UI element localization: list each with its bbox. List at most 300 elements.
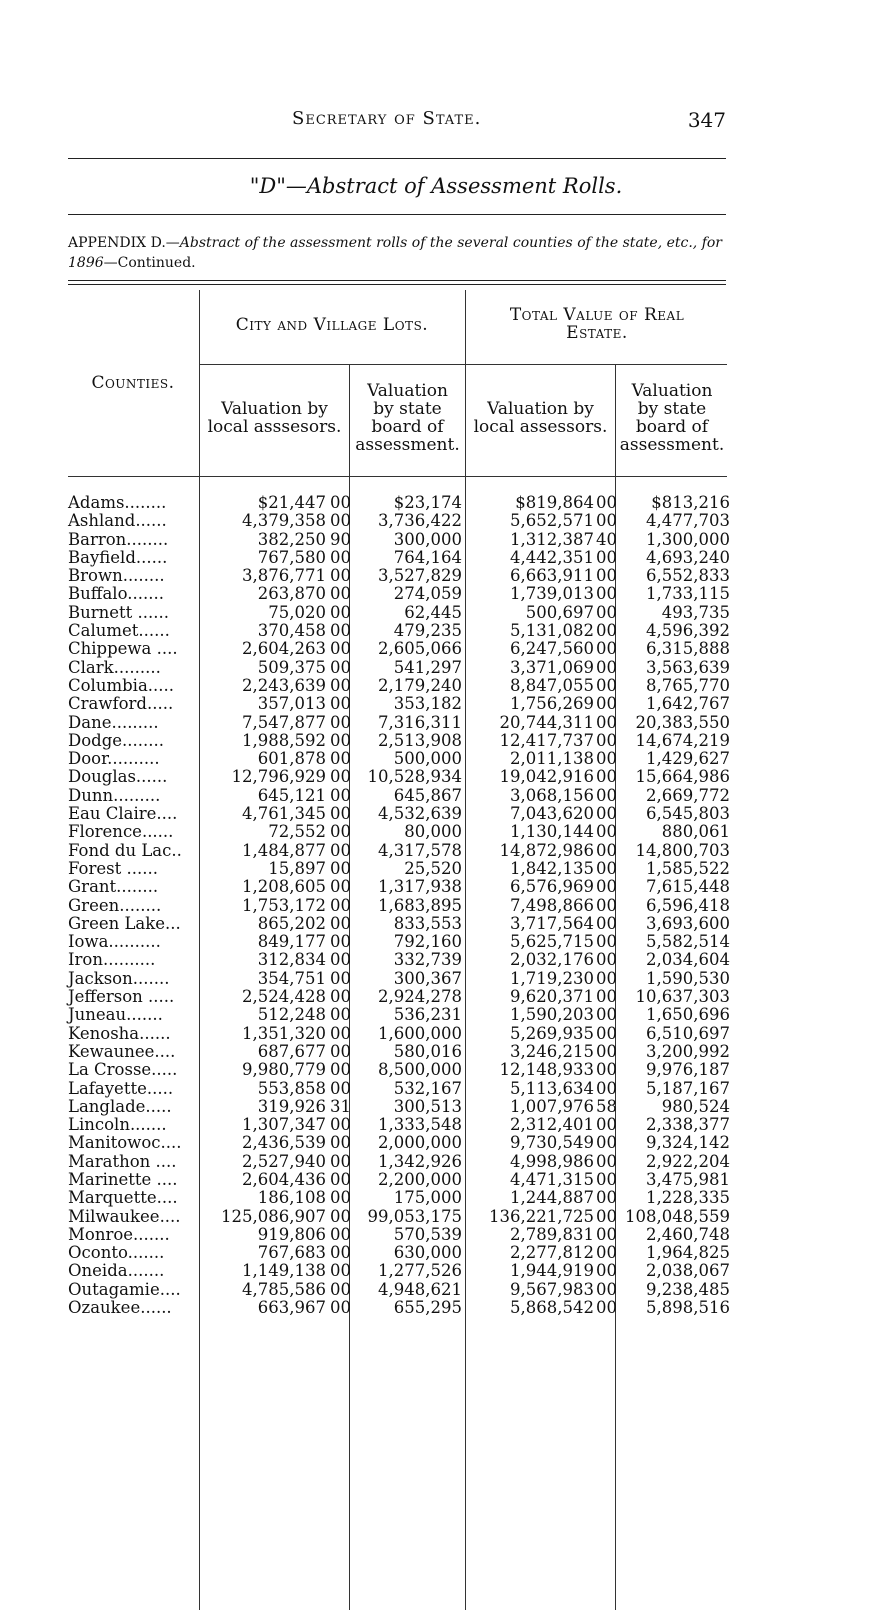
real-local-cell: 6,576,969 xyxy=(510,877,594,897)
lots-local-cents-cell: 00 xyxy=(330,1060,351,1080)
county-cell: Douglas...... xyxy=(68,767,168,787)
table-row xyxy=(0,494,872,512)
county-cell: Jackson....... xyxy=(68,968,170,988)
lots-local-cell: 2,436,539 xyxy=(242,1133,326,1153)
real-local-cents-cell: 00 xyxy=(596,1060,617,1080)
real-local-cell: 3,246,215 xyxy=(510,1041,594,1061)
lots-local-cell: 72,552 xyxy=(268,822,326,842)
real-state-cell: 980,524 xyxy=(661,1096,730,1116)
real-local-cents-cell: 00 xyxy=(596,932,617,952)
lots-local-cell: 645,121 xyxy=(257,785,326,805)
col-header-real-local: Valuation by local assessors. xyxy=(473,399,608,437)
lots-local-cell: 2,604,263 xyxy=(242,639,326,659)
real-state-cell: 4,596,392 xyxy=(646,621,730,641)
table-row xyxy=(0,915,872,933)
real-state-cell: 2,038,067 xyxy=(646,1261,730,1281)
real-state-cell: $813,216 xyxy=(651,493,730,512)
lots-local-cents-cell: 90 xyxy=(330,529,351,549)
real-state-cell: 5,898,516 xyxy=(646,1298,730,1318)
real-state-cell: 4,477,703 xyxy=(646,511,730,531)
lots-local-cell: 509,375 xyxy=(257,657,326,677)
county-cell: Barron........ xyxy=(68,529,169,549)
real-local-cents-cell: 00 xyxy=(596,1243,617,1263)
real-local-cents-cell: 00 xyxy=(596,840,617,860)
section-heading: "D"—Abstract of Assessment Rolls. xyxy=(249,174,623,198)
real-local-cents-cell: 00 xyxy=(596,858,617,878)
table-row xyxy=(0,1134,872,1152)
real-state-cell: 1,964,825 xyxy=(646,1243,730,1263)
lots-state-cell: 2,000,000 xyxy=(378,1133,462,1153)
real-state-cell: 2,922,204 xyxy=(646,1151,730,1171)
real-state-cell: 6,315,888 xyxy=(646,639,730,659)
real-state-cell: 1,429,627 xyxy=(646,749,730,769)
real-state-cell: 14,674,219 xyxy=(635,730,730,750)
lots-local-cell: $21,447 xyxy=(257,493,326,512)
lots-local-cell: 357,013 xyxy=(257,694,326,714)
lots-local-cents-cell: 00 xyxy=(330,1023,351,1043)
real-local-cents-cell: 00 xyxy=(596,1261,617,1281)
counties-header: Counties. xyxy=(91,373,175,393)
table-row xyxy=(0,860,872,878)
lots-state-cell: 300,000 xyxy=(393,529,462,549)
real-local-cents-cell: 00 xyxy=(596,785,617,805)
real-local-cell: 7,498,866 xyxy=(510,895,594,915)
lots-local-cents-cell: 00 xyxy=(330,749,351,769)
real-local-cents-cell: 00 xyxy=(596,1169,617,1189)
heading-rule xyxy=(68,214,726,215)
real-state-cell: 1,642,767 xyxy=(646,694,730,714)
county-cell: Marathon .... xyxy=(68,1151,177,1171)
table-top-rule-2 xyxy=(68,284,726,285)
county-cell: Fond du Lac.. xyxy=(68,840,182,860)
table-row xyxy=(0,714,872,732)
lots-state-cell: 1,342,926 xyxy=(378,1151,462,1171)
county-cell: Iron.......... xyxy=(68,950,156,970)
county-cell: Lincoln....... xyxy=(68,1115,167,1135)
real-local-cents-cell: 00 xyxy=(596,749,617,769)
real-state-cell: 1,228,335 xyxy=(646,1188,730,1208)
real-local-cents-cell: 00 xyxy=(596,1115,617,1135)
table-row xyxy=(0,823,872,841)
county-cell: Eau Claire.... xyxy=(68,804,178,824)
lots-state-cell: 4,532,639 xyxy=(378,804,462,824)
real-local-cell: 5,625,715 xyxy=(510,932,594,952)
lots-local-cents-cell: 00 xyxy=(330,493,351,512)
real-local-cell: 1,944,919 xyxy=(510,1261,594,1281)
real-local-cell: 5,131,082 xyxy=(510,621,594,641)
real-local-cents-cell: 58 xyxy=(596,1096,617,1116)
real-state-cell: 9,238,485 xyxy=(646,1279,730,1299)
lots-local-cents-cell: 00 xyxy=(330,804,351,824)
county-cell: Clark......... xyxy=(68,657,161,677)
lots-local-cell: 1,307,347 xyxy=(242,1115,326,1135)
county-cell: Bayfield...... xyxy=(68,547,168,567)
real-local-cents-cell: 40 xyxy=(596,529,617,549)
real-state-cell: 2,669,772 xyxy=(646,785,730,805)
county-cell: Outagamie.... xyxy=(68,1279,181,1299)
real-local-cell: 9,620,371 xyxy=(510,987,594,1007)
appendix-caption xyxy=(68,233,728,273)
lots-local-cell: 2,243,639 xyxy=(242,675,326,695)
real-local-cents-cell: 00 xyxy=(596,804,617,824)
county-cell: Door.......... xyxy=(68,749,160,769)
real-state-cell: 20,383,550 xyxy=(635,712,730,732)
table-row xyxy=(0,567,872,585)
table-body xyxy=(0,494,872,1317)
running-title: Secretary of State. xyxy=(292,108,482,129)
group2-header: Total Value of Real Estate. xyxy=(509,305,685,343)
real-local-cell: 1,756,269 xyxy=(510,694,594,714)
real-local-cell: 4,442,351 xyxy=(510,547,594,567)
lots-local-cents-cell: 00 xyxy=(330,1279,351,1299)
real-local-cell: 12,417,737 xyxy=(499,730,594,750)
lots-local-cell: 2,524,428 xyxy=(242,987,326,1007)
real-local-cents-cell: 00 xyxy=(596,493,617,512)
lots-local-cell: 4,379,358 xyxy=(242,511,326,531)
real-local-cents-cell: 00 xyxy=(596,895,617,915)
lots-local-cents-cell: 00 xyxy=(330,1005,351,1025)
real-local-cell: 2,312,401 xyxy=(510,1115,594,1135)
lots-state-cell: 80,000 xyxy=(404,822,462,842)
page-number: 347 xyxy=(687,108,726,132)
lots-state-cell: 8,500,000 xyxy=(378,1060,462,1080)
county-cell: Marinette .... xyxy=(68,1169,178,1189)
real-local-cents-cell: 00 xyxy=(596,1133,617,1153)
real-local-cents-cell: 00 xyxy=(596,1151,617,1171)
real-local-cell: 5,113,634 xyxy=(510,1078,594,1098)
real-state-cell: 1,650,696 xyxy=(646,1005,730,1025)
county-cell: Burnett ...... xyxy=(68,602,170,622)
table-row xyxy=(0,970,872,988)
real-local-cents-cell: 00 xyxy=(596,877,617,897)
lots-local-cents-cell: 00 xyxy=(330,987,351,1007)
county-cell: Calumet...... xyxy=(68,621,170,641)
county-cell: Green........ xyxy=(68,895,162,915)
table-row xyxy=(0,787,872,805)
lots-state-cell: 1,600,000 xyxy=(378,1023,462,1043)
lots-local-cents-cell: 00 xyxy=(330,1115,351,1135)
lots-local-cell: 2,527,940 xyxy=(242,1151,326,1171)
real-state-cell: 1,585,522 xyxy=(646,858,730,878)
real-state-cell: 4,693,240 xyxy=(646,547,730,567)
lots-state-cell: 1,683,895 xyxy=(378,895,462,915)
lots-local-cents-cell: 00 xyxy=(330,584,351,604)
lots-state-cell: 792,160 xyxy=(393,932,462,952)
lots-local-cents-cell: 00 xyxy=(330,1041,351,1061)
lots-state-cell: 645,867 xyxy=(393,785,462,805)
lots-local-cell: 4,785,586 xyxy=(242,1279,326,1299)
real-state-cell: 6,545,803 xyxy=(646,804,730,824)
real-local-cell: 3,371,069 xyxy=(510,657,594,677)
real-state-cell: 15,664,986 xyxy=(635,767,730,787)
lots-state-cell: 655,295 xyxy=(393,1298,462,1318)
lots-local-cents-cell: 00 xyxy=(330,932,351,952)
lots-local-cents-cell: 31 xyxy=(330,1096,351,1116)
lots-local-cell: 263,870 xyxy=(257,584,326,604)
table-row xyxy=(0,750,872,768)
county-cell: Lafayette..... xyxy=(68,1078,174,1098)
table-row xyxy=(0,1299,872,1317)
lots-state-cell: 99,053,175 xyxy=(367,1206,462,1226)
county-cell: Oneida....... xyxy=(68,1261,165,1281)
lots-local-cents-cell: 00 xyxy=(330,822,351,842)
lots-local-cents-cell: 00 xyxy=(330,1298,351,1318)
real-local-cell: 2,789,831 xyxy=(510,1224,594,1244)
lots-local-cell: 1,988,592 xyxy=(242,730,326,750)
real-state-cell: 9,324,142 xyxy=(646,1133,730,1153)
top-rule xyxy=(68,158,726,159)
real-local-cents-cell: 00 xyxy=(596,1005,617,1025)
county-cell: Forest ...... xyxy=(68,858,158,878)
real-local-cents-cell: 00 xyxy=(596,730,617,750)
table-row xyxy=(0,933,872,951)
real-local-cents-cell: 00 xyxy=(596,547,617,567)
county-cell: Chippewa .... xyxy=(68,639,178,659)
real-local-cell: 14,872,986 xyxy=(499,840,594,860)
lots-local-cents-cell: 00 xyxy=(330,694,351,714)
county-cell: Grant........ xyxy=(68,877,159,897)
real-local-cell: 1,244,887 xyxy=(510,1188,594,1208)
lots-local-cell: 1,208,605 xyxy=(242,877,326,897)
lots-state-cell: 4,317,578 xyxy=(378,840,462,860)
lots-local-cents-cell: 00 xyxy=(330,547,351,567)
table-row xyxy=(0,805,872,823)
lots-state-cell: 3,527,829 xyxy=(378,566,462,586)
lots-local-cell: 919,806 xyxy=(257,1224,326,1244)
real-state-cell: 6,552,833 xyxy=(646,566,730,586)
lots-local-cell: 319,926 xyxy=(257,1096,326,1116)
lots-local-cents-cell: 00 xyxy=(330,639,351,659)
lots-local-cell: 312,834 xyxy=(257,950,326,970)
lots-state-cell: 175,000 xyxy=(393,1188,462,1208)
real-local-cents-cell: 00 xyxy=(596,675,617,695)
lots-local-cents-cell: 00 xyxy=(330,1206,351,1226)
real-local-cell: 5,269,935 xyxy=(510,1023,594,1043)
lots-local-cell: 1,351,320 xyxy=(242,1023,326,1043)
lots-state-cell: 532,167 xyxy=(393,1078,462,1098)
lots-local-cell: 4,761,345 xyxy=(242,804,326,824)
lots-state-cell: 1,277,526 xyxy=(378,1261,462,1281)
table-top-rule xyxy=(68,280,726,281)
real-local-cell: 5,652,571 xyxy=(510,511,594,531)
table-row xyxy=(0,897,872,915)
county-cell: Langlade..... xyxy=(68,1096,172,1116)
real-local-cents-cell: 00 xyxy=(596,1279,617,1299)
real-local-cents-cell: 00 xyxy=(596,913,617,933)
table-row xyxy=(0,1061,872,1079)
table-row xyxy=(0,622,872,640)
county-cell: Marquette.... xyxy=(68,1188,178,1208)
table-row xyxy=(0,1098,872,1116)
table-row xyxy=(0,585,872,603)
table-row xyxy=(0,1043,872,1061)
lots-state-cell: 1,333,548 xyxy=(378,1115,462,1135)
real-state-cell: 2,034,604 xyxy=(646,950,730,970)
real-state-cell: 5,582,514 xyxy=(646,932,730,952)
real-local-cents-cell: 00 xyxy=(596,584,617,604)
table-row xyxy=(0,549,872,567)
lots-local-cents-cell: 00 xyxy=(330,968,351,988)
table-row xyxy=(0,1208,872,1226)
lots-local-cents-cell: 00 xyxy=(330,730,351,750)
table-row xyxy=(0,988,872,1006)
real-state-cell: 1,733,115 xyxy=(646,584,730,604)
real-state-cell: 1,590,530 xyxy=(646,968,730,988)
lots-state-cell: 3,736,422 xyxy=(378,511,462,531)
lots-state-cell: 25,520 xyxy=(404,858,462,878)
real-local-cents-cell: 00 xyxy=(596,657,617,677)
real-state-cell: 14,800,703 xyxy=(635,840,730,860)
lots-state-cell: 10,528,934 xyxy=(367,767,462,787)
table-row xyxy=(0,951,872,969)
table-row xyxy=(0,659,872,677)
table-row xyxy=(0,1262,872,1280)
lots-state-cell: 2,200,000 xyxy=(378,1169,462,1189)
real-local-cents-cell: 00 xyxy=(596,602,617,622)
table-row xyxy=(0,1116,872,1134)
real-state-cell: 6,510,697 xyxy=(646,1023,730,1043)
county-cell: Green Lake... xyxy=(68,913,181,933)
lots-local-cents-cell: 00 xyxy=(330,858,351,878)
real-local-cell: 3,068,156 xyxy=(510,785,594,805)
real-local-cell: 9,567,983 xyxy=(510,1279,594,1299)
real-state-cell: 7,615,448 xyxy=(646,877,730,897)
table-row xyxy=(0,1080,872,1098)
real-local-cell: 1,130,144 xyxy=(510,822,594,842)
lots-local-cell: 186,108 xyxy=(257,1188,326,1208)
lots-local-cents-cell: 00 xyxy=(330,1261,351,1281)
county-cell: Columbia..... xyxy=(68,675,175,695)
lots-state-cell: 4,948,621 xyxy=(378,1279,462,1299)
lots-local-cell: 1,753,172 xyxy=(242,895,326,915)
running-head xyxy=(66,108,726,134)
lots-state-cell: 7,316,311 xyxy=(378,712,462,732)
lots-local-cents-cell: 00 xyxy=(330,712,351,732)
real-local-cell: 20,744,311 xyxy=(499,712,594,732)
real-state-cell: 3,693,600 xyxy=(646,913,730,933)
lots-state-cell: 332,739 xyxy=(393,950,462,970)
table-row xyxy=(0,878,872,896)
county-cell: Ashland...... xyxy=(68,511,167,531)
real-local-cell: 8,847,055 xyxy=(510,675,594,695)
table-row xyxy=(0,604,872,622)
table-row xyxy=(0,732,872,750)
real-local-cents-cell: 00 xyxy=(596,712,617,732)
lots-local-cell: 687,677 xyxy=(257,1041,326,1061)
real-state-cell: 108,048,559 xyxy=(625,1206,730,1226)
county-cell: Brown........ xyxy=(68,566,165,586)
lots-local-cents-cell: 00 xyxy=(330,1078,351,1098)
county-cell: Milwaukee.... xyxy=(68,1206,181,1226)
appendix-caption-text: APPENDIX D.—Abstract of the assessment rolls of the several counties of the state, etc., for 1896—Continued. xyxy=(68,235,723,271)
lots-state-cell: 580,016 xyxy=(393,1041,462,1061)
group1-header: City and Village Lots. xyxy=(235,315,429,335)
real-local-cents-cell: 00 xyxy=(596,1023,617,1043)
lots-local-cell: 7,547,877 xyxy=(242,712,326,732)
header-bottom-rule xyxy=(68,476,727,477)
real-local-cents-cell: 00 xyxy=(596,822,617,842)
lots-local-cell: 75,020 xyxy=(268,602,326,622)
lots-local-cents-cell: 00 xyxy=(330,675,351,695)
lots-local-cell: 767,580 xyxy=(257,547,326,567)
lots-local-cents-cell: 00 xyxy=(330,840,351,860)
col-header-real-state: Valuation by state board of assessment. xyxy=(619,381,725,455)
lots-local-cents-cell: 00 xyxy=(330,1169,351,1189)
real-local-cents-cell: 00 xyxy=(596,694,617,714)
county-cell: Adams........ xyxy=(68,493,167,512)
county-cell: Manitowoc.... xyxy=(68,1133,182,1153)
lots-state-cell: 353,182 xyxy=(393,694,462,714)
real-state-cell: 2,460,748 xyxy=(646,1224,730,1244)
lots-local-cents-cell: 00 xyxy=(330,511,351,531)
lots-state-cell: $23,174 xyxy=(393,493,462,512)
lots-state-cell: 536,231 xyxy=(393,1005,462,1025)
lots-local-cell: 3,876,771 xyxy=(242,566,326,586)
real-local-cell: 3,717,564 xyxy=(510,913,594,933)
table-row xyxy=(0,842,872,860)
lots-state-cell: 274,059 xyxy=(393,584,462,604)
real-local-cell: 500,697 xyxy=(525,602,594,622)
real-local-cell: 9,730,549 xyxy=(510,1133,594,1153)
lots-local-cents-cell: 00 xyxy=(330,1188,351,1208)
real-local-cell: 12,148,933 xyxy=(499,1060,594,1080)
real-state-cell: 6,596,418 xyxy=(646,895,730,915)
group-header-rule xyxy=(199,364,727,365)
real-state-cell: 10,637,303 xyxy=(635,987,730,1007)
table-row xyxy=(0,768,872,786)
lots-local-cell: 512,248 xyxy=(257,1005,326,1025)
real-local-cell: 1,312,387 xyxy=(510,529,594,549)
lots-local-cell: 1,484,877 xyxy=(242,840,326,860)
lots-local-cents-cell: 00 xyxy=(330,602,351,622)
appendix-caption-italic: Abstract of the assessment rolls of the several counties of the state, etc., for 1896 xyxy=(68,235,723,271)
lots-state-cell: 2,513,908 xyxy=(378,730,462,750)
real-local-cell: 6,247,560 xyxy=(510,639,594,659)
real-local-cell: 19,042,916 xyxy=(499,767,594,787)
lots-local-cell: 15,897 xyxy=(268,858,326,878)
table-row xyxy=(0,1025,872,1043)
lots-local-cell: 553,858 xyxy=(257,1078,326,1098)
lots-local-cents-cell: 00 xyxy=(330,1224,351,1244)
lots-local-cell: 1,149,138 xyxy=(242,1261,326,1281)
real-local-cents-cell: 00 xyxy=(596,1041,617,1061)
real-local-cell: 1,590,203 xyxy=(510,1005,594,1025)
lots-local-cell: 12,796,929 xyxy=(231,767,326,787)
real-local-cell: 136,221,725 xyxy=(489,1206,594,1226)
lots-state-cell: 570,539 xyxy=(393,1224,462,1244)
col-header-lots-state: Valuation by state board of assessment. xyxy=(355,381,460,455)
lots-local-cell: 767,683 xyxy=(257,1243,326,1263)
real-local-cents-cell: 00 xyxy=(596,511,617,531)
county-cell: Iowa.......... xyxy=(68,932,161,952)
county-cell: Buffalo....... xyxy=(68,584,164,604)
real-local-cell: 4,471,315 xyxy=(510,1169,594,1189)
county-cell: Monroe....... xyxy=(68,1224,170,1244)
lots-local-cents-cell: 00 xyxy=(330,1151,351,1171)
lots-local-cents-cell: 00 xyxy=(330,913,351,933)
table-row xyxy=(0,640,872,658)
lots-state-cell: 479,235 xyxy=(393,621,462,641)
lots-state-cell: 764,164 xyxy=(393,547,462,567)
real-local-cents-cell: 00 xyxy=(596,1188,617,1208)
county-cell: Oconto....... xyxy=(68,1243,165,1263)
real-local-cents-cell: 00 xyxy=(596,950,617,970)
col-header-lots-local: Valuation by local asssesors. xyxy=(207,399,342,437)
lots-local-cell: 601,878 xyxy=(257,749,326,769)
lots-local-cents-cell: 00 xyxy=(330,877,351,897)
lots-state-cell: 2,605,066 xyxy=(378,639,462,659)
county-cell: Juneau....... xyxy=(68,1005,163,1025)
